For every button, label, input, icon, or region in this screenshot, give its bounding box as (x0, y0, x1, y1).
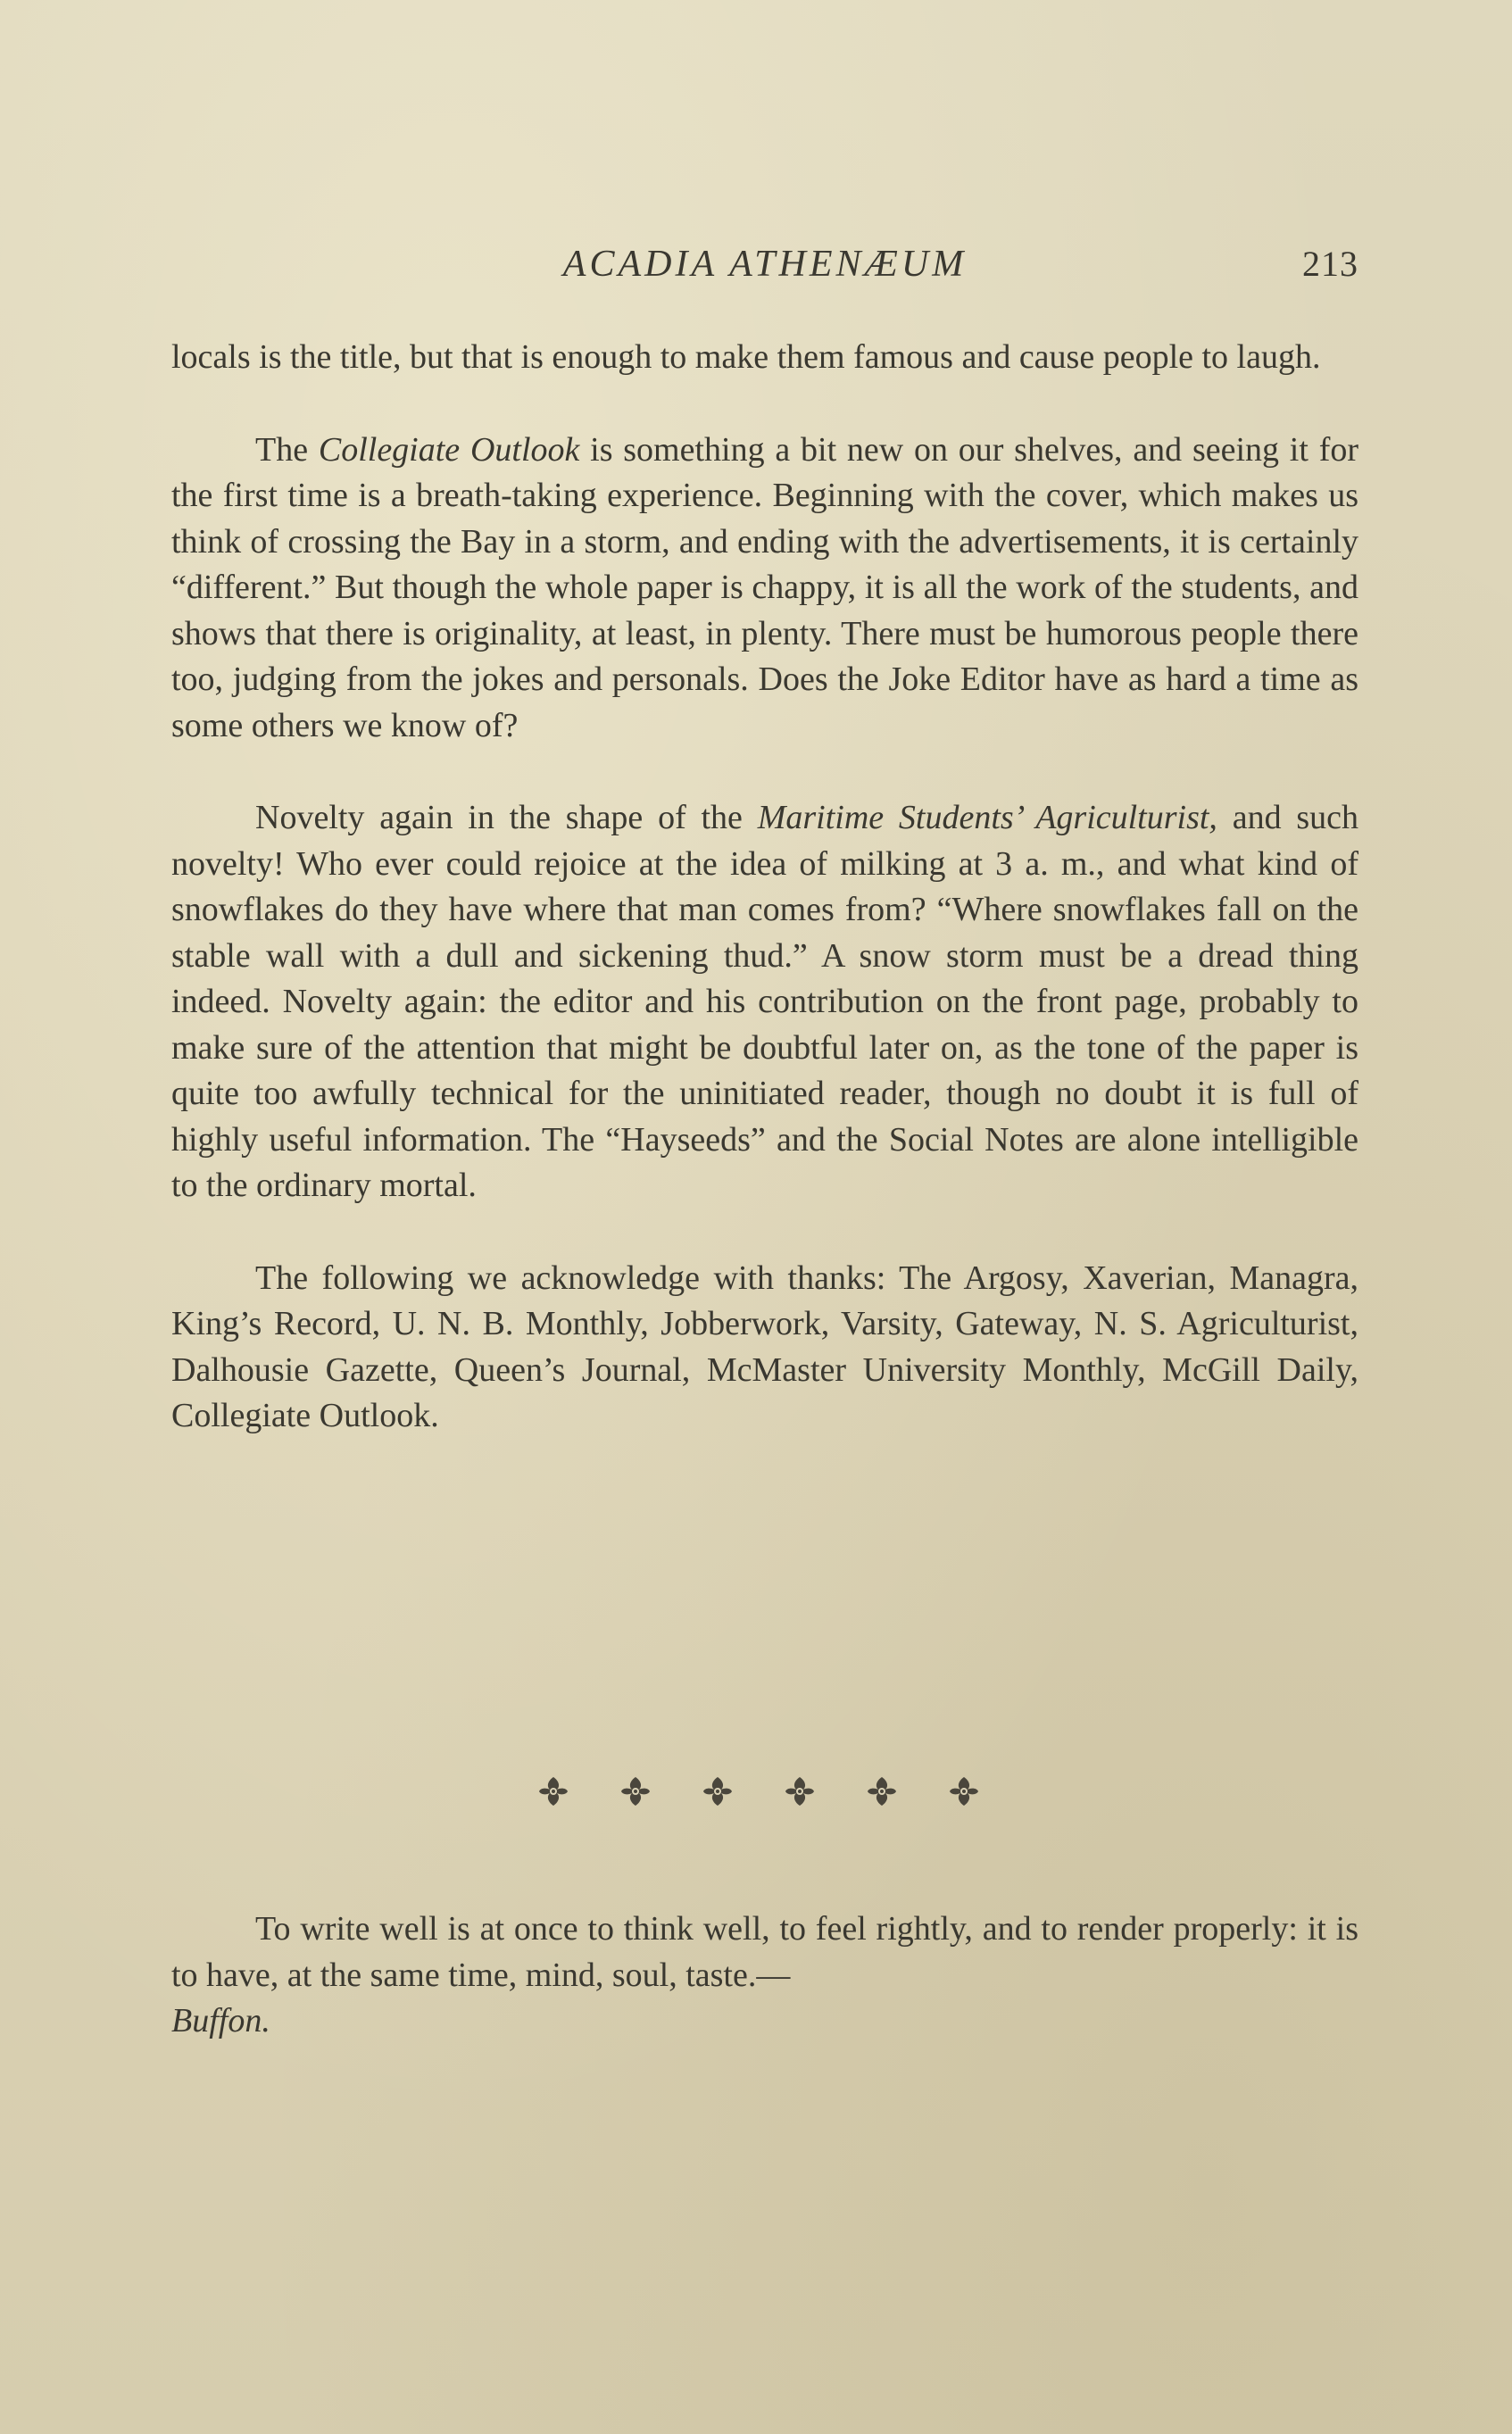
fleuron-icon (946, 1774, 982, 1809)
fleuron-icon (618, 1774, 653, 1809)
paragraph-text: Novelty again in the shape of the (255, 799, 758, 836)
italic-title: Collegiate Outlook (318, 430, 580, 469)
paragraph (171, 1256, 1358, 1440)
paragraph-text: The (255, 430, 319, 469)
paragraph (171, 795, 1358, 1209)
fleuron-icon (864, 1774, 900, 1809)
quote-text: To write well is at once to think well, to feel rightly, and to render properly: it is to have, at the same time, mind, soul, taste.— (171, 1910, 1358, 1994)
paragraph (171, 428, 1358, 750)
paragraph (171, 335, 1358, 381)
running-head (171, 243, 1358, 296)
paragraph-text: and such novelty! Who ever could rejoice at the idea of milking at 3 a. m., and what kind of snowflakes do they have where that man comes from? “Where snowflakes fall on the stable wall with a dull and sickening thud.” A snow storm must be a dread thing indeed. Novelty again: the editor and his contribution on the front page, probably to make sure of the attention that might be doubtful later on, as the tone of the paper is quite too awfully technical for the uninitiated reader, though no doubt it is full of highly useful information. The “Hayseeds” and the Social Notes are alone intelligible to the ordinary mortal. (171, 799, 1359, 1204)
running-title: ACADIA ATHENÆUM (562, 244, 968, 285)
ornament-row (536, 1769, 982, 1814)
closing-quote (171, 1906, 1358, 2045)
quote-paragraph (171, 1906, 1358, 2045)
fleuron-icon (782, 1774, 818, 1809)
fleuron-icon (700, 1774, 735, 1809)
page-number: 213 (1302, 244, 1358, 284)
italic-title: Maritime Students’ Agriculturist, (757, 799, 1217, 836)
paragraph-text: is something a bit new on our shelves, and seeing it for the first time is a breath-taking experience. Beginning with the cover, which makes us think of crossing the Bay in a storm, and ending with the advertisements, it is certainly “different.” But though the whole paper is chappy, it is all the work of the students, and shows that there is originality, at least, in plenty. There must be humorous people there too, judging from the jokes and personals. Does the Joke Editor have as hard a time as some others we know of? (171, 430, 1359, 744)
paragraph-text: The following we acknowledge with thanks: The Argosy, Xaverian, Managra, King’s Record, U. N. B. Monthly, Jobberwork, Varsity, Gateway, N. S. Agriculturist, Dalhousie Gazette, Queen’s Journal, McMaster University Monthly, McGill Daily, Collegiate Outlook. (171, 1259, 1358, 1434)
quote-attribution: Buffon. (171, 2002, 270, 2039)
fleuron-icon (536, 1774, 571, 1809)
paragraph-text: locals is the title, but that is enough to make them famous and cause people to laugh. (171, 338, 1321, 376)
body-text (171, 335, 1358, 1486)
